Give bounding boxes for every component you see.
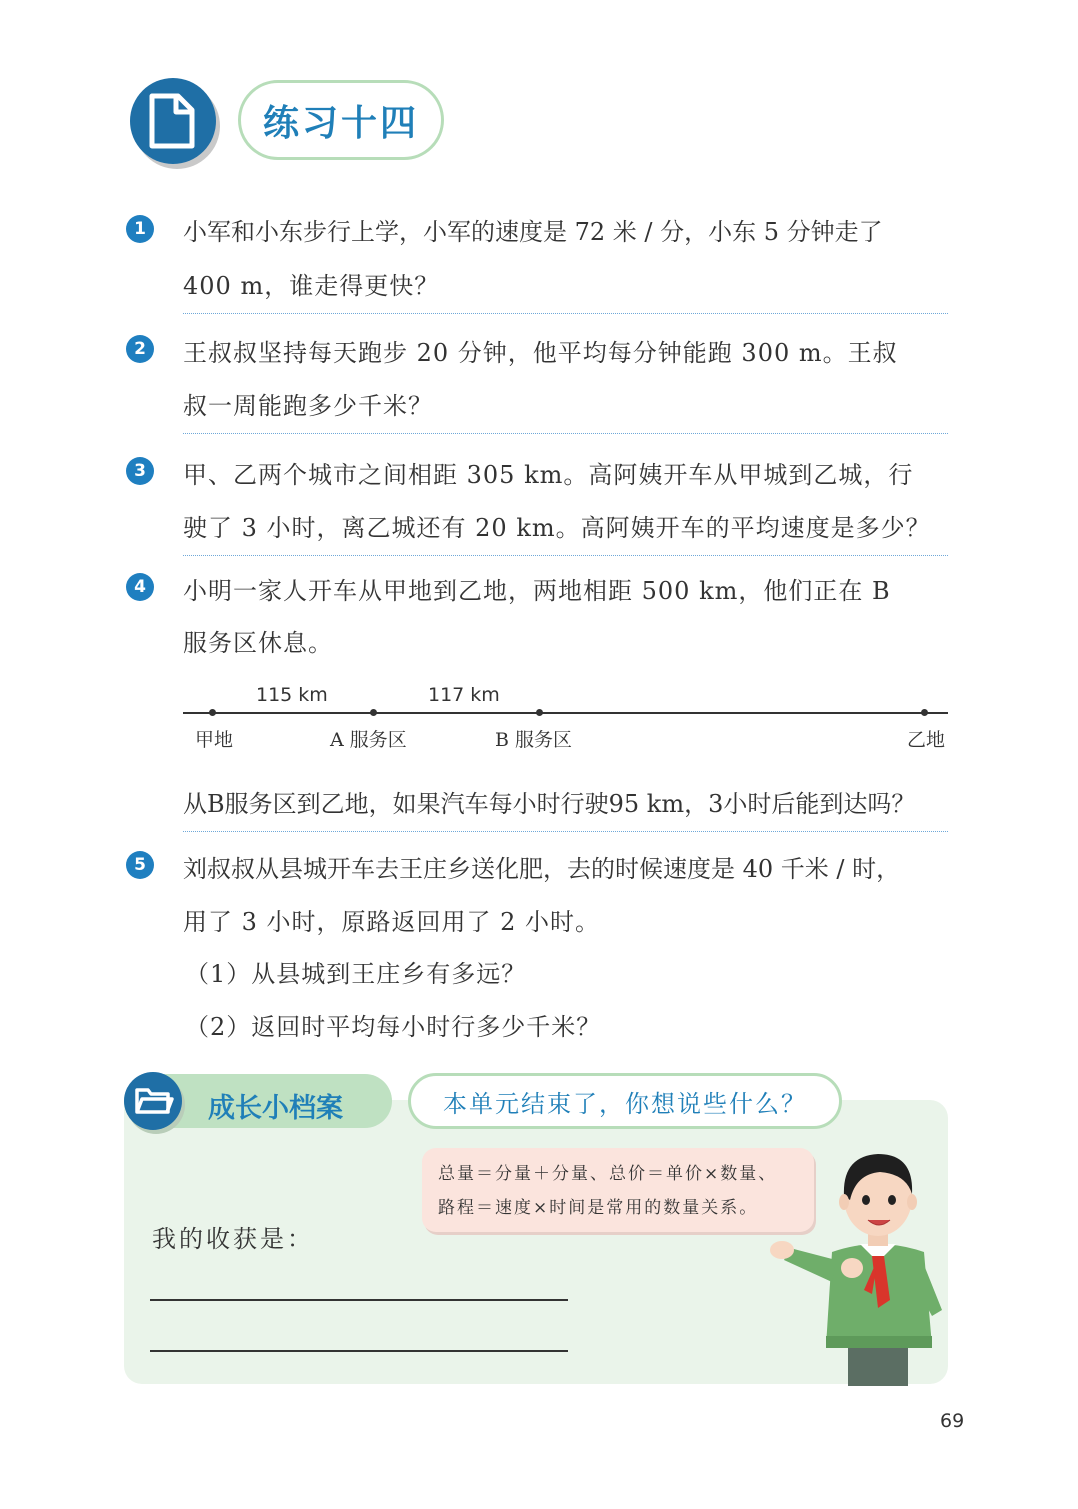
problem-line: 小军和小东步行上学，小军的速度是 72 米 / 分，小东 5 分钟走了 (183, 218, 883, 246)
problem-line: 叔一周能跑多少千米？ (183, 392, 433, 420)
segment-distance: 117 km (428, 684, 500, 706)
dotted-divider (183, 433, 948, 434)
speech-bubble (422, 1148, 814, 1232)
problem-line: 甲、乙两个城市之间相距 305 km。高阿姨开车从甲城到乙城，行 (183, 461, 914, 489)
prompt-text: 本单元结束了，你想说些什么？ (443, 1089, 807, 1118)
point-marker (209, 709, 216, 716)
route-line (183, 712, 948, 714)
problem-line: 用了 3 小时，原路返回用了 2 小时。 (183, 908, 601, 936)
point-marker (536, 709, 543, 716)
problem-number: 3 (126, 457, 154, 485)
problem-question: 从B服务区到乙地，如果汽车每小时行驶95 km，3小时后能到达吗？ (183, 790, 916, 818)
page-title: 练习十四 (262, 102, 419, 144)
problem-line: 刘叔叔从县城开车去王庄乡送化肥，去的时候速度是 40 千米 / 时， (183, 855, 901, 883)
point-label: B 服务区 (495, 729, 573, 751)
writing-line[interactable] (150, 1299, 568, 1301)
problem-line: 王叔叔坚持每天跑步 20 分钟，他平均每分钟能跑 300 m。王叔 (183, 339, 898, 367)
prompt-pill (408, 1073, 842, 1129)
dotted-divider (183, 313, 948, 314)
bubble-line: 总量＝分量＋分量、总价＝单价×数量、 (438, 1164, 778, 1184)
point-marker (921, 709, 928, 716)
writing-line[interactable] (150, 1350, 568, 1352)
folder-badge (124, 1072, 182, 1130)
growth-tab-label: 成长小档案 (208, 1093, 343, 1124)
bubble-line: 路程＝速度×时间是常用的数量关系。 (438, 1198, 759, 1218)
problem-line: 驶了 3 小时，离乙城还有 20 km。高阿姨开车的平均速度是多少？ (183, 514, 931, 542)
segment-distance: 115 km (256, 684, 328, 706)
problem-line: 小明一家人开车从甲地到乙地，两地相距 500 km，他们正在 B (183, 577, 891, 605)
problem-number: 2 (126, 335, 154, 363)
boy-illustration (760, 1140, 950, 1386)
folder-icon (124, 1072, 182, 1130)
exercise-badge (130, 78, 216, 164)
sub-question: （2）返回时平均每小时行多少千米？ (185, 1013, 602, 1041)
problem-line: 服务区休息。 (183, 629, 333, 657)
point-label: 甲地 (195, 729, 234, 751)
point-label: A 服务区 (330, 729, 407, 751)
point-marker (370, 709, 377, 716)
title-pill (238, 80, 444, 160)
point-label: 乙地 (907, 729, 946, 751)
problem-number: 5 (126, 851, 154, 879)
dotted-divider (183, 555, 948, 556)
sub-question: （1）从县城到王庄乡有多远？ (185, 960, 527, 988)
problem-line: 400 m，谁走得更快？ (183, 272, 440, 300)
dotted-divider (183, 831, 948, 832)
problem-number: 1 (126, 215, 154, 243)
page-number: 69 (940, 1410, 965, 1432)
problem-number: 4 (126, 573, 154, 601)
harvest-label: 我的收获是： (152, 1225, 314, 1253)
problem-text (183, 212, 948, 247)
document-icon (130, 78, 216, 164)
